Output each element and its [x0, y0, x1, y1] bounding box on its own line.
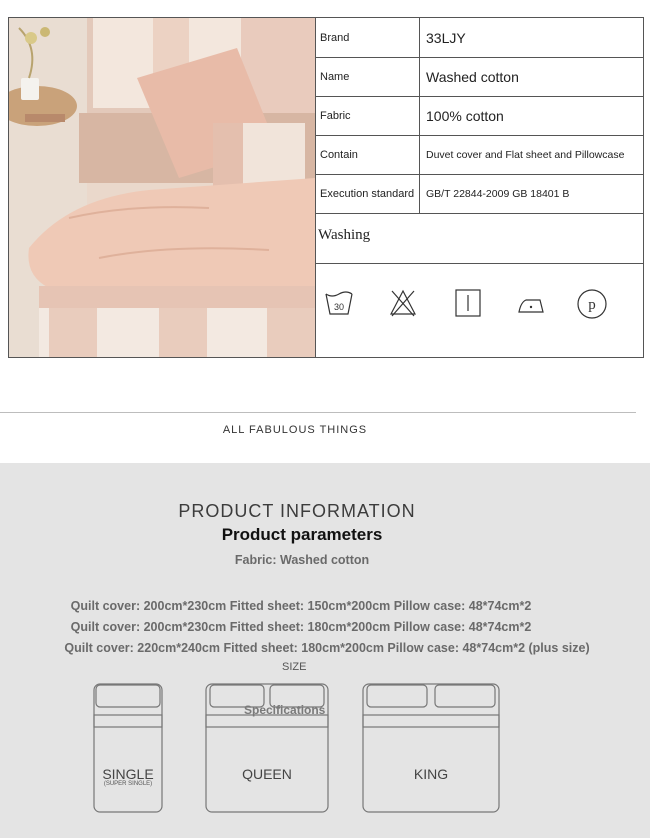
spec-label: Execution standard	[316, 175, 420, 213]
size-line-king: Quilt cover: 220cm*240cm Fitted sheet: 180cm*200cm Pillow case: 48*74cm*2 (plus size)	[64, 641, 590, 655]
section-divider	[0, 412, 636, 413]
product-info-panel	[0, 463, 650, 838]
spec-row-washing	[316, 214, 644, 264]
spec-row-brand	[316, 18, 644, 58]
spec-label: Fabric	[316, 97, 420, 135]
spec-row-contain	[316, 136, 644, 175]
spec-row-standard	[316, 175, 644, 214]
bed-diagram-king	[362, 683, 500, 813]
wash-temp: 30	[333, 302, 345, 312]
product-photo	[9, 18, 315, 357]
bed-note-single: (SUPER SINGLE)	[103, 781, 153, 787]
spec-row-name	[316, 58, 644, 97]
dry-clean-p-icon	[576, 288, 608, 320]
spec-value: 100% cotton	[426, 108, 504, 124]
spec-label: Contain	[316, 136, 420, 174]
product-parameters-heading: Product parameters	[221, 525, 383, 544]
washing-label: Washing	[318, 227, 371, 243]
bed-name-single: SINGLE	[102, 766, 154, 782]
spec-value: GB/T 22844-2009 GB 18401 B	[426, 188, 570, 200]
bedding-photo	[9, 18, 315, 357]
line-dry-icon	[454, 288, 482, 318]
no-bleach-icon	[388, 288, 418, 318]
brand-tagline: ALL FABULOUS THINGS	[222, 424, 368, 436]
spec-table	[315, 18, 643, 357]
wash-30-icon	[324, 288, 354, 318]
bed-name-king: KING	[413, 766, 449, 782]
spec-label: Brand	[316, 18, 420, 57]
size-line-single: Quilt cover: 200cm*230cm Fitted sheet: 150cm*200cm Pillow case: 48*74cm*2	[70, 599, 532, 613]
spec-label: Name	[316, 58, 420, 96]
spec-block	[8, 17, 644, 358]
size-label: SIZE	[282, 661, 307, 673]
bed-diagram-single	[93, 683, 163, 813]
fabric-line: Fabric: Washed cotton	[234, 553, 370, 567]
spec-row-fabric	[316, 97, 644, 136]
spec-value: Duvet cover and Flat sheet and Pillowcase	[426, 149, 625, 161]
spec-value: 33LJY	[426, 29, 466, 46]
dry-clean-letter: p	[588, 297, 596, 313]
size-line-queen: Quilt cover: 200cm*230cm Fitted sheet: 180cm*200cm Pillow case: 48*74cm*2	[70, 620, 532, 634]
product-info-title: PRODUCT INFORMATION	[178, 501, 416, 521]
spec-value: Washed cotton	[426, 69, 519, 85]
iron-low-icon	[516, 288, 546, 318]
specifications-label: Specifications	[244, 703, 326, 717]
bed-name-queen: QUEEN	[242, 766, 292, 782]
